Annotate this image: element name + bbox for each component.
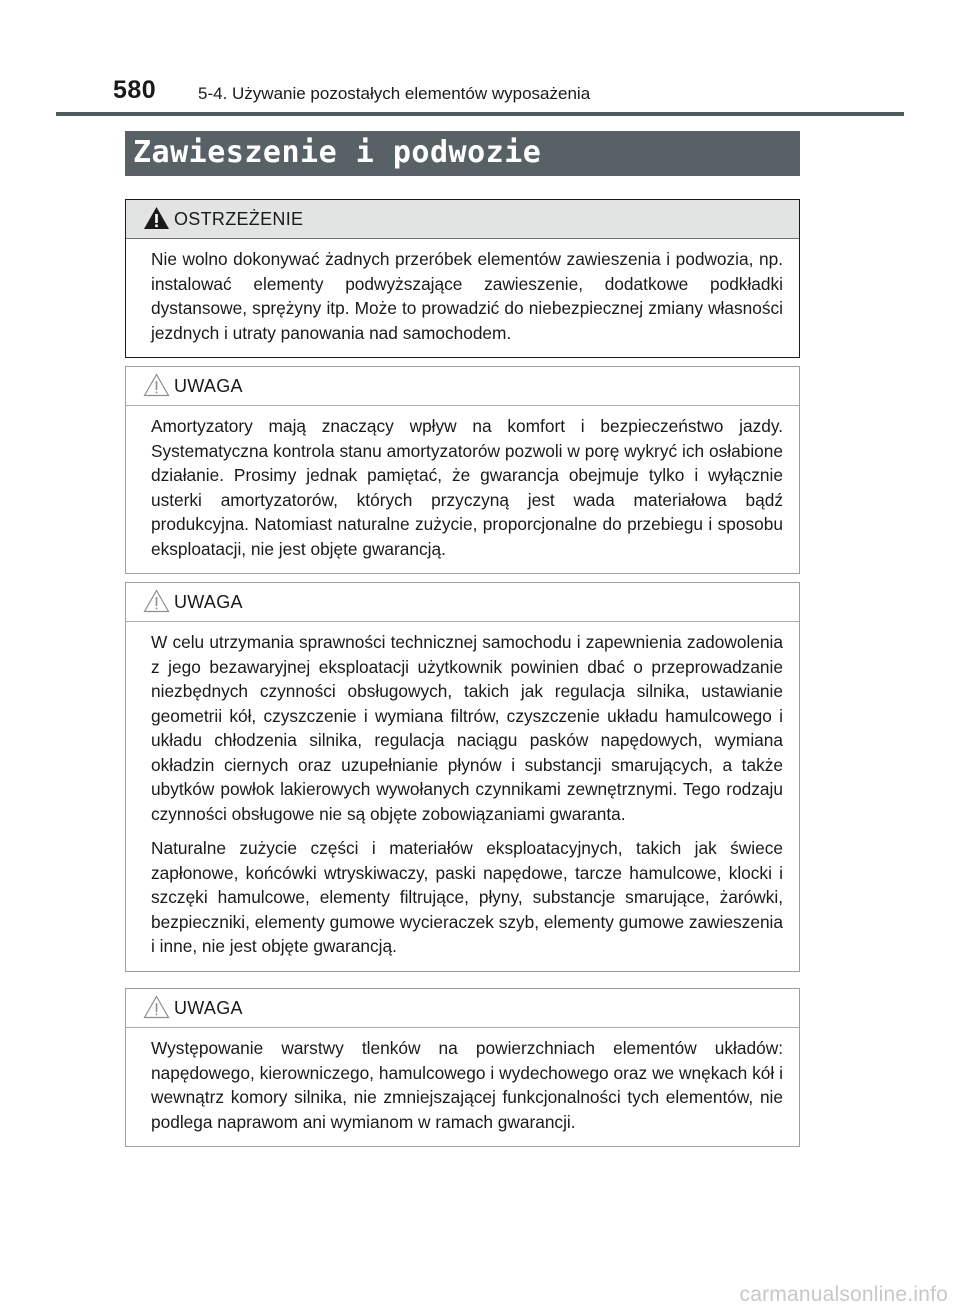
warning-triangle-outline-icon [143,995,170,1019]
notice-box-2-header [126,583,799,622]
notice-box-2-paragraph-1: W celu utrzymania sprawności technicznej samochodu i zapewnienia zadowolenia z jego bezawaryjnej eksploatacji użytkownik powinien dbać o przeprowadzanie niezbędnych czynności obsługowych, takich jak regulacja silnika, ustawianie geometrii kół, czyszczenie i wymiana filtrów, czyszczenie układu hamulcowego i układu chłodzenia silnika, regulacja naciągu pasków napędowych, wymiana okładzin ciernych oraz uzupełnianie płynów i substancji smarujących, a także ubytków powłok lakierowych wywołanych czynnikami zewnętrznymi. Tego rodzaju czynności obsługowe nie są objęte zobowiązaniami gwaranta. [151,632,783,824]
page-header [0,76,960,112]
warning-triangle-filled-icon [143,206,170,230]
notice-box-2-paragraph-2: Naturalne zużycie części i materiałów eksploatacyjnych, takich jak świece zapłonowe, końcówki wtryskiwaczy, paski napędowe, tarcze hamulcowe, klocki i szczęki hamulcowe, elementy filtrujące, płyny, substancje smarujące, żarówki, bezpieczniki, elementy gumowe wycieraczek szyb, elementy gumowe zawieszenia i inne, nie jest objęte gwarancją. [151,838,784,956]
section-title-bar [125,131,800,176]
warning-triangle-outline-icon [143,373,170,397]
notice-box-2-body [126,622,799,971]
warning-box-text: Nie wolno dokonywać żadnych przeróbek elementów zawieszenia i podwozia, np. instalować elementy podwyższające zawieszenie, dodatkowe podkładki dystansowe, sprężyny itp. Może to prowadzić do niebezpiecznej zmiany własności jezdnych i utraty panowania nad samochodem. [151,249,783,343]
warning-box-label: OSTRZEŻENIE [174,209,304,229]
notice-box-1-label: UWAGA [174,376,243,396]
warning-box [125,199,800,358]
notice-box-3-text: Występowanie warstwy tlenków na powierzchniach elementów układów: napędowego, kierowniczego, hamulcowego i wydechowego oraz we wnękach kół i wewnątrz komory silnika, nie zmniejszającej funkcjonalności tych elementów, nie podlega naprawom ani wymianom w ramach gwarancji. [151,1038,783,1132]
watermark: carmanualsonline.info [739,1283,948,1306]
notice-box-1-text: Amortyzatory mają znaczący wpływ na komfort i bezpieczeństwo jazdy. Systematyczna kontrola stanu amortyzatorów pozwoli w porę wykryć ich osłabione działanie. Prosimy jednak pamiętać, że gwarancja obejmuje tylko i wyłącznie usterki amortyzatorów, których przyczyną jest wada materiałowa bądź produkcyjna. Natomiast naturalne zużycie, proporcjonalne do przebiegu i sposobu eksploatacji, nie jest objęte gwarancją. [151,416,783,559]
header-rule [56,112,904,116]
notice-box-3-header [126,989,799,1028]
warning-triangle-outline-icon [143,589,170,613]
notice-box-3 [125,988,800,1147]
warning-box-header [126,200,799,239]
warning-box-body [126,239,799,357]
notice-box-2-label: UWAGA [174,592,243,612]
notice-box-1 [125,366,800,574]
page-number: 580 [113,76,157,104]
section-title: Zawieszenie i podwozie [133,135,542,170]
notice-box-3-label: UWAGA [174,998,243,1018]
notice-box-1-body [126,406,799,573]
notice-box-2 [125,582,800,972]
notice-box-3-body [126,1028,799,1146]
chapter-title: 5-4. Używanie pozostałych elementów wyposażenia [198,84,591,103]
notice-box-1-header [126,367,799,406]
